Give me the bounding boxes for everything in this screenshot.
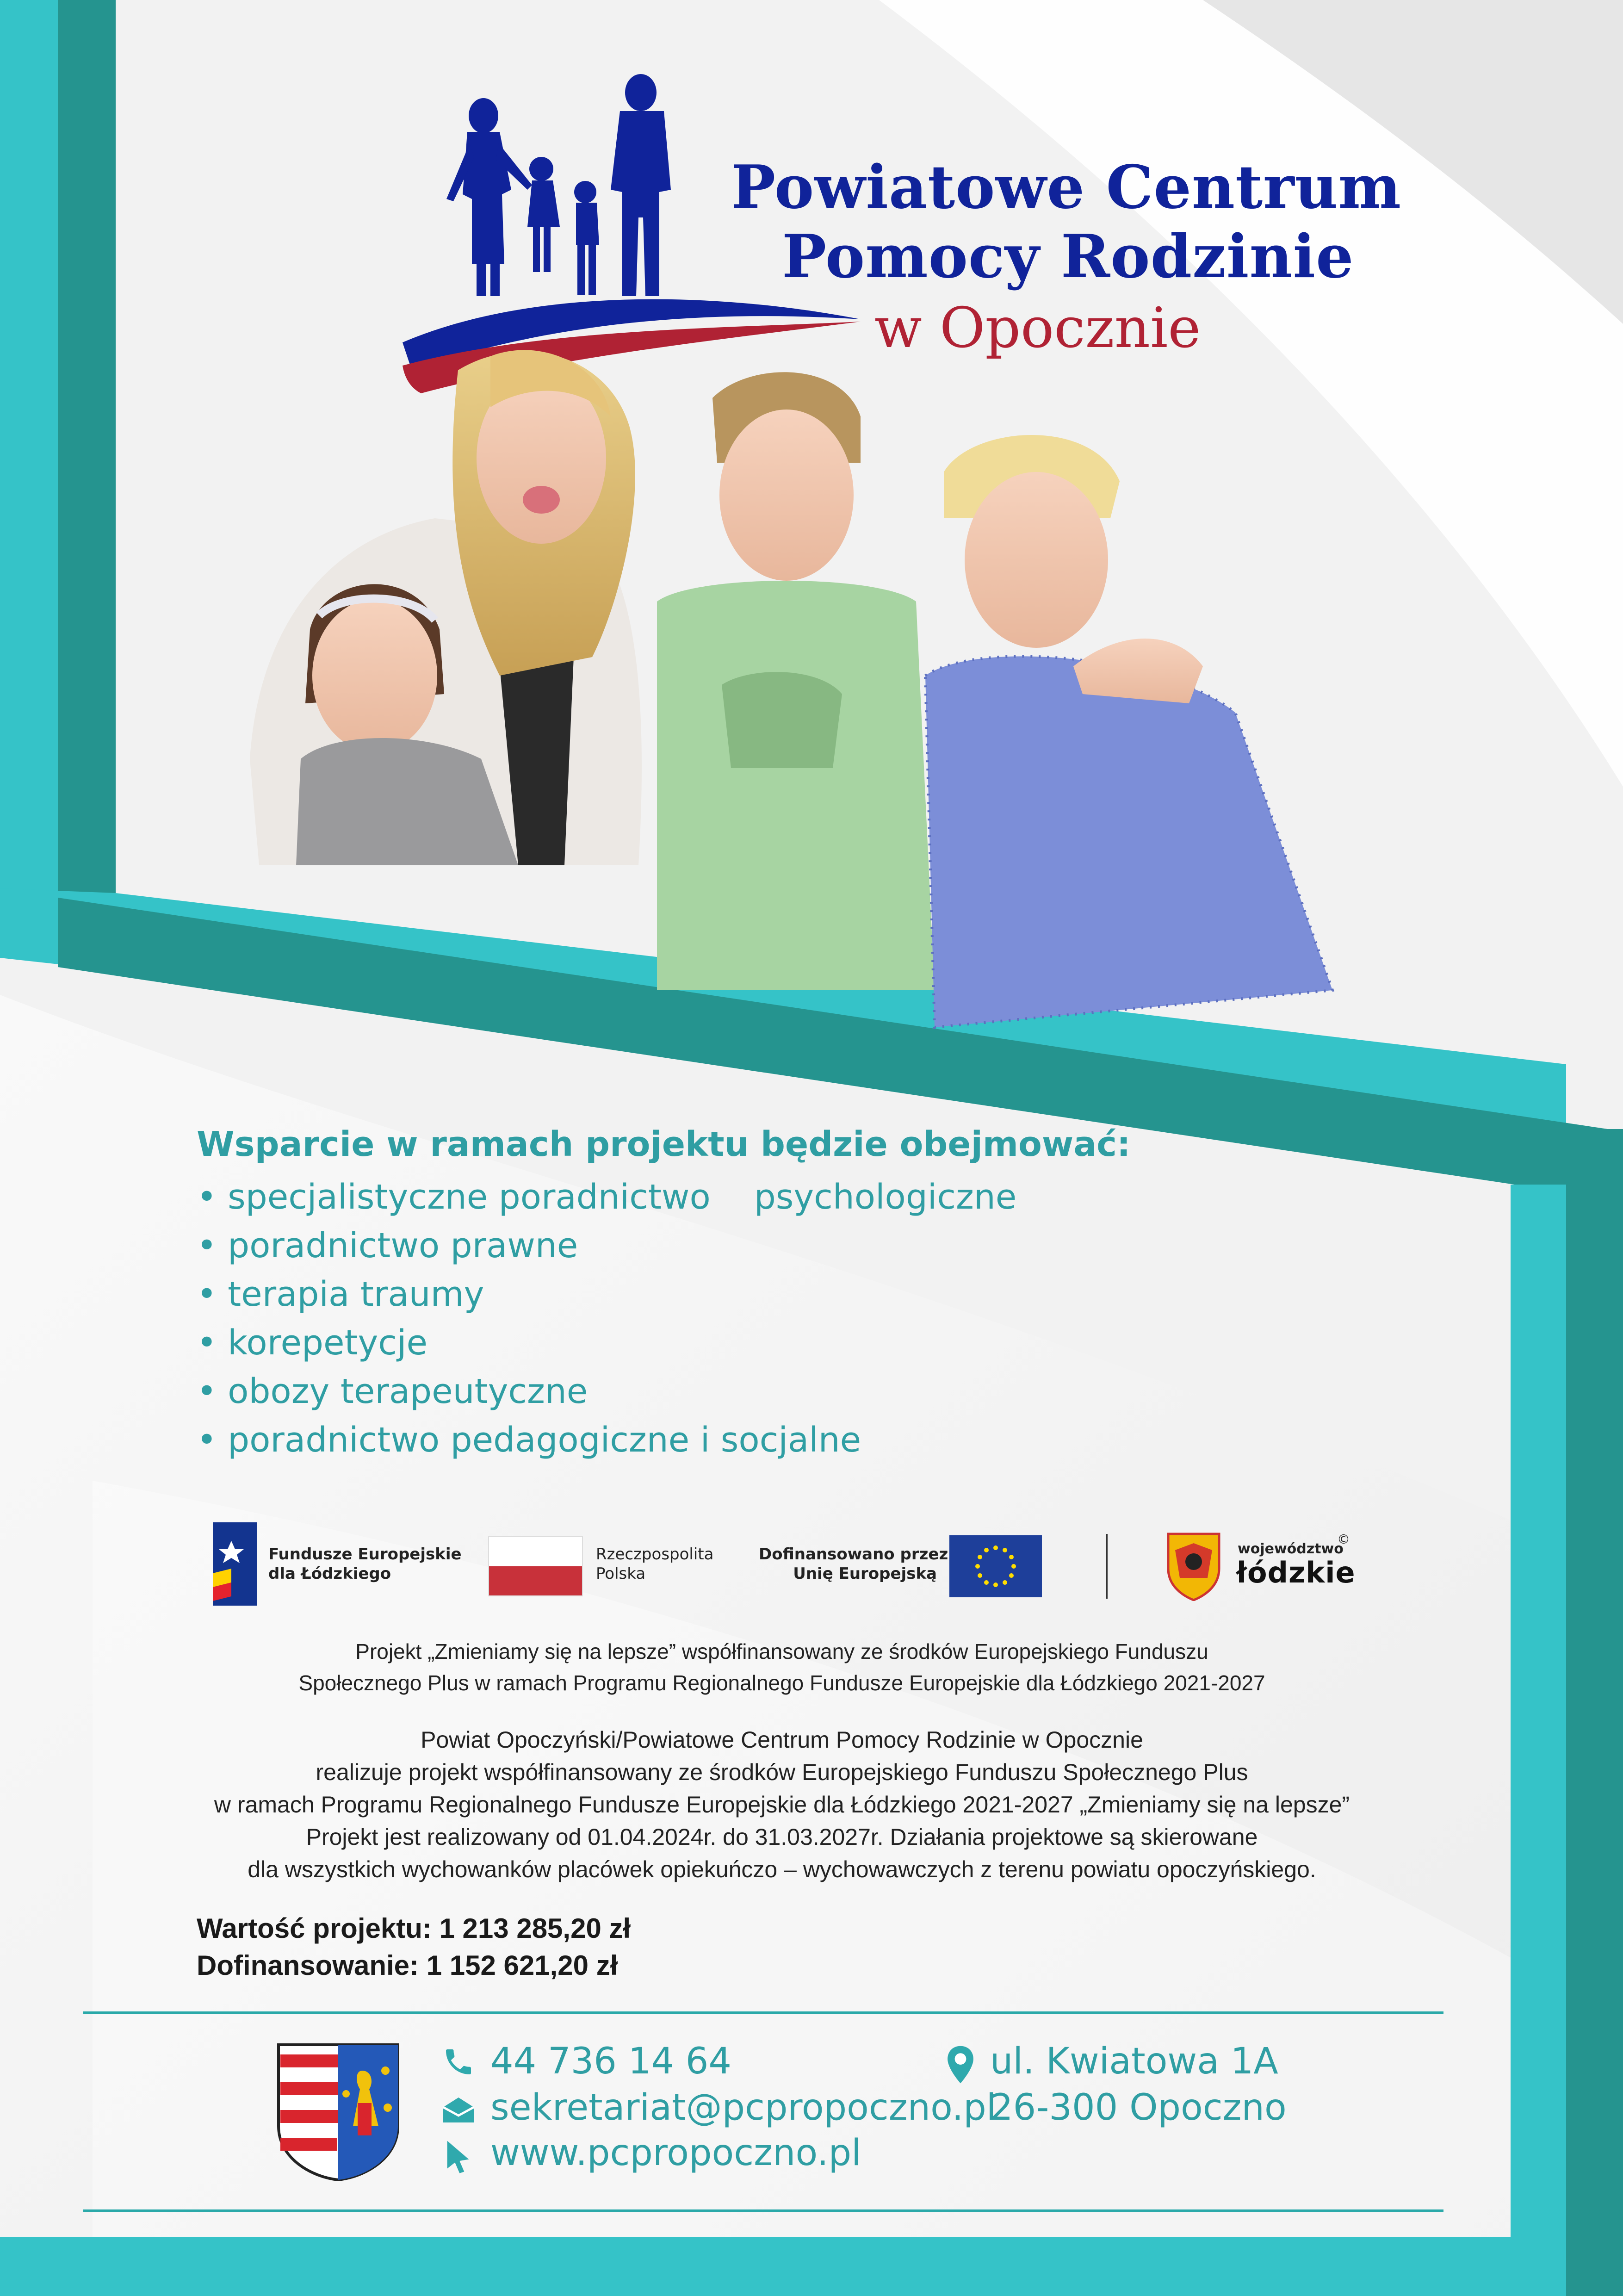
org-name-line2: Pomocy Rodzinie (782, 222, 1354, 292)
woj-label-small: województwo (1238, 1541, 1344, 1557)
rp-logo-text: Rzeczpospolita Polska (596, 1545, 714, 1583)
lodzkie-emblem-icon (1166, 1532, 1221, 1601)
list-item: • obozy terapeutyczne (197, 1367, 1016, 1416)
project-funding: Dofinansowanie: 1 152 621,20 zł (197, 1950, 618, 1981)
project-description: Powiat Opoczyński/Powiatowe Centrum Pomocy Rodzinie w Opocznie realizuje projekt współfinansowany ze środków Europejskiego Funduszu Społecznego Plus w ramach Programu Regionalnego Fundusze Europejskie dla Łódzkiego 2021-2027 „Zmieniamy się na lepsze” Projekt jest realizowany od 01.04.2024r. do 31.03.2027r. Działania projektowe są skierowane dla wszystkich wychowanków placówek opiekuńczo – wychowawczych z terenu powiatu opoczyńskiego. (214, 1727, 1350, 1882)
phone-number[interactable]: 44 736 14 64 (490, 2041, 732, 2082)
ue-logo-text: Dofinansowano przez Unię Europejską (759, 1545, 948, 1583)
fe-logo-text: Fundusze Europejskie dla Łódzkiego (268, 1545, 462, 1583)
cursor-icon (444, 2138, 472, 2175)
mail-icon (442, 2096, 475, 2124)
list-item: • specjalistyczne poradnictwo psychologiczne (197, 1173, 1016, 1222)
project-intro: Projekt „Zmieniamy się na lepsze” współfinansowany ze środków Europejskiego Funduszu Społecznego Plus w ramach Programu Regionalnego Fundusze Europejskie dla Łódzkiego 2021-2027 (298, 1639, 1265, 1695)
list-item: • terapia traumy (197, 1270, 1016, 1319)
coat-of-arms-icon (277, 2043, 400, 2182)
fe-logo-icon (213, 1522, 257, 1606)
woj-mark: © (1337, 1532, 1350, 1547)
woj-label-big: łódzkie (1236, 1556, 1356, 1589)
family-photo (241, 342, 1573, 1064)
polish-flag-icon (488, 1536, 583, 1596)
support-list (197, 1173, 1016, 1464)
eu-flag-icon (949, 1535, 1042, 1597)
support-title: Wsparcie w ramach projektu będzie obejmować: (197, 1124, 1131, 1164)
list-item: • poradnictwo prawne (197, 1222, 1016, 1270)
logo-divider (1106, 1534, 1108, 1599)
org-name-line1: Powiatowe Centrum (731, 153, 1402, 222)
location-pin-icon (946, 2044, 975, 2085)
phone-icon (442, 2045, 475, 2079)
project-value: Wartość projektu: 1 213 285,20 zł (197, 1913, 631, 1944)
email-link[interactable]: sekretariat@pcpropoczno.pl (490, 2087, 997, 2128)
org-name-line3: w Opocznie (874, 296, 1201, 360)
list-item: • korepetycje (197, 1319, 1016, 1367)
website-link[interactable]: www.pcpropoczno.pl (490, 2132, 861, 2174)
list-item: • poradnictwo pedagogiczne i socjalne (197, 1416, 1016, 1464)
address-line1: ul. Kwiatowa 1A (990, 2041, 1278, 2082)
address-line2: 26-300 Opoczno (990, 2087, 1287, 2128)
